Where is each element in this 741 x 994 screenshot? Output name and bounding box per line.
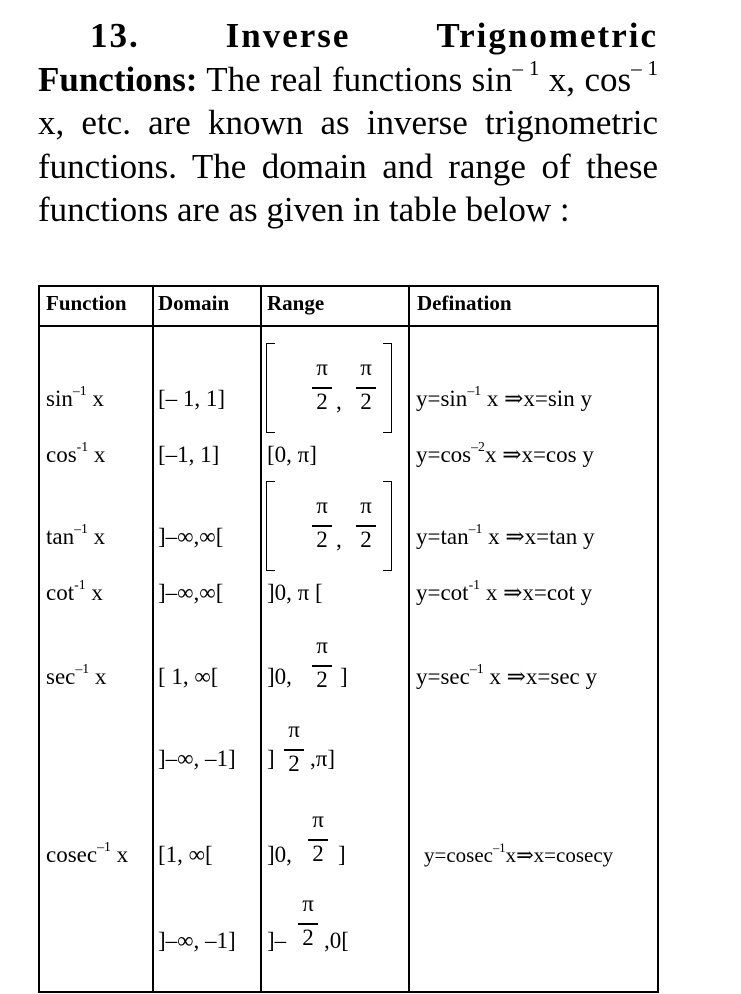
range-sec-2-open: ] (267, 746, 275, 771)
pi-symbol: π (302, 891, 314, 916)
intro-sup-1: – 1 (512, 55, 540, 80)
range-sec-1-close: ] (340, 664, 348, 689)
fraction-bar (356, 387, 376, 389)
intro-text-1: The real functions sin (206, 59, 513, 99)
fraction-bar (284, 749, 304, 751)
pi-symbol: π (316, 493, 328, 518)
range-cosec-2-close: ,0[ (324, 928, 349, 953)
domain-cosec-1: [1, ∞[ (158, 842, 213, 867)
def-cosec: y=cosec$^{-1}$x⇒x=cosecy (424, 841, 614, 867)
intro-body (38, 55, 659, 232)
fraction-bar (312, 665, 332, 667)
range-cosec-1-close: ] (338, 842, 346, 867)
def-sin: $y=\sin^{-1}$ x ⇒x=sin y (416, 383, 592, 411)
domain-cos: [–1, 1] (158, 442, 220, 467)
range-sin-right-bracket (383, 343, 392, 433)
header-defination: Defination (417, 291, 512, 315)
range-sin-comma: , (336, 389, 342, 414)
domain-cosec-2: ]–∞, –1] (158, 928, 236, 953)
def-cot: $y=\cot^{-1}$ x ⇒x=cot y (416, 577, 593, 605)
domain-cot: ]–∞,∞[ (158, 580, 224, 605)
table-border-bottom (38, 991, 659, 993)
range-tan-frac-1 (310, 493, 334, 553)
range-tan-frac-2 (354, 493, 378, 553)
section-number: 13. (90, 16, 140, 55)
range-cosec-1-frac (306, 807, 330, 867)
table-col-divider-3 (408, 285, 410, 993)
range-tan-comma: , (336, 527, 342, 552)
domain-tan: ]–∞,∞[ (158, 524, 224, 549)
range-cosec-2-frac (296, 891, 320, 951)
def-tan: $y=\tan^{-1}$ x ⇒x=tan y (416, 521, 595, 549)
range-sec-1-frac (310, 633, 334, 693)
domain-sec-1: [ 1, ∞[ (158, 664, 219, 689)
range-tan-right-bracket (383, 481, 392, 571)
heading-word-trignometric: Trignometric (436, 16, 658, 55)
inverse-trig-table (38, 285, 659, 993)
intro-text-2: x, (539, 59, 576, 99)
header-function: Function (46, 291, 127, 315)
denominator: 2 (288, 751, 300, 776)
pi-symbol: π (312, 807, 324, 832)
denominator: 2 (312, 841, 324, 866)
denominator: 2 (360, 389, 372, 414)
table-col-divider-1 (152, 285, 154, 993)
table-border-left (38, 285, 40, 993)
func-cot: $\cot^{-1} x$ (46, 577, 103, 605)
header-domain: Domain (158, 291, 230, 315)
range-sin-frac-2 (354, 355, 378, 415)
denominator: 2 (302, 925, 314, 950)
range-cosec-2-open: ]– (267, 928, 287, 953)
def-sec: $y=\sec^{-1}$ x ⇒x=sec y (416, 661, 598, 689)
func-tan: $\tan^{-1} x$ (46, 521, 106, 549)
range-cos: [0, π] (267, 442, 317, 467)
intro-text-4: x, etc. are known as inverse trignometric functions. The domain and range of these functions are as given in table below : (38, 103, 658, 229)
denominator: 2 (316, 527, 328, 552)
range-cosec-1-open: ]0, (267, 842, 292, 867)
range-sec-1-open: ]0, (267, 664, 292, 689)
pi-symbol: π (288, 717, 300, 742)
fraction-bar (298, 923, 318, 925)
range-sin-left-bracket (266, 343, 275, 433)
range-cot: ]0, π [ (267, 580, 323, 605)
pi-symbol: π (316, 355, 328, 380)
intro-text-3: cos (584, 59, 632, 99)
fraction-bar (312, 525, 332, 527)
domain-sin: [– 1, 1] (158, 386, 226, 411)
table-border-right (657, 285, 659, 993)
heading-word-inverse: Inverse (225, 16, 351, 55)
func-sec: $\sec^{-1} x$ (46, 661, 107, 689)
denominator: 2 (316, 667, 328, 692)
func-cosec: cosec$^{-1}$ x (46, 839, 129, 867)
table-border-top (38, 285, 659, 287)
header-range: Range (267, 291, 325, 315)
table-col-divider-2 (260, 285, 262, 993)
fraction-bar (312, 387, 332, 389)
range-sec-2-frac (282, 717, 306, 777)
denominator: 2 (316, 389, 328, 414)
func-cos: $\cos^{-1} x$ (46, 439, 106, 467)
table-header-divider (38, 325, 659, 327)
pi-symbol: π (316, 633, 328, 658)
intro-paragraph (38, 14, 658, 232)
pi-symbol: π (360, 355, 372, 380)
fraction-bar (356, 525, 376, 527)
fraction-bar (308, 839, 328, 841)
domain-sec-2: ]–∞, –1] (158, 746, 236, 771)
range-sin-frac-1 (310, 355, 334, 415)
denominator: 2 (360, 527, 372, 552)
range-sec-2-close: ,π] (310, 746, 336, 771)
heading-word-functions: Functions: (38, 59, 198, 99)
intro-sup-2: – 1 (631, 55, 659, 80)
func-sin: $\sin^{-1} x$ (46, 383, 104, 411)
section-heading (38, 14, 658, 58)
pi-symbol: π (360, 493, 372, 518)
def-cos: $y=\cos^{-2}x$ ⇒x=cos y (416, 439, 594, 467)
range-tan-left-bracket (266, 481, 275, 571)
